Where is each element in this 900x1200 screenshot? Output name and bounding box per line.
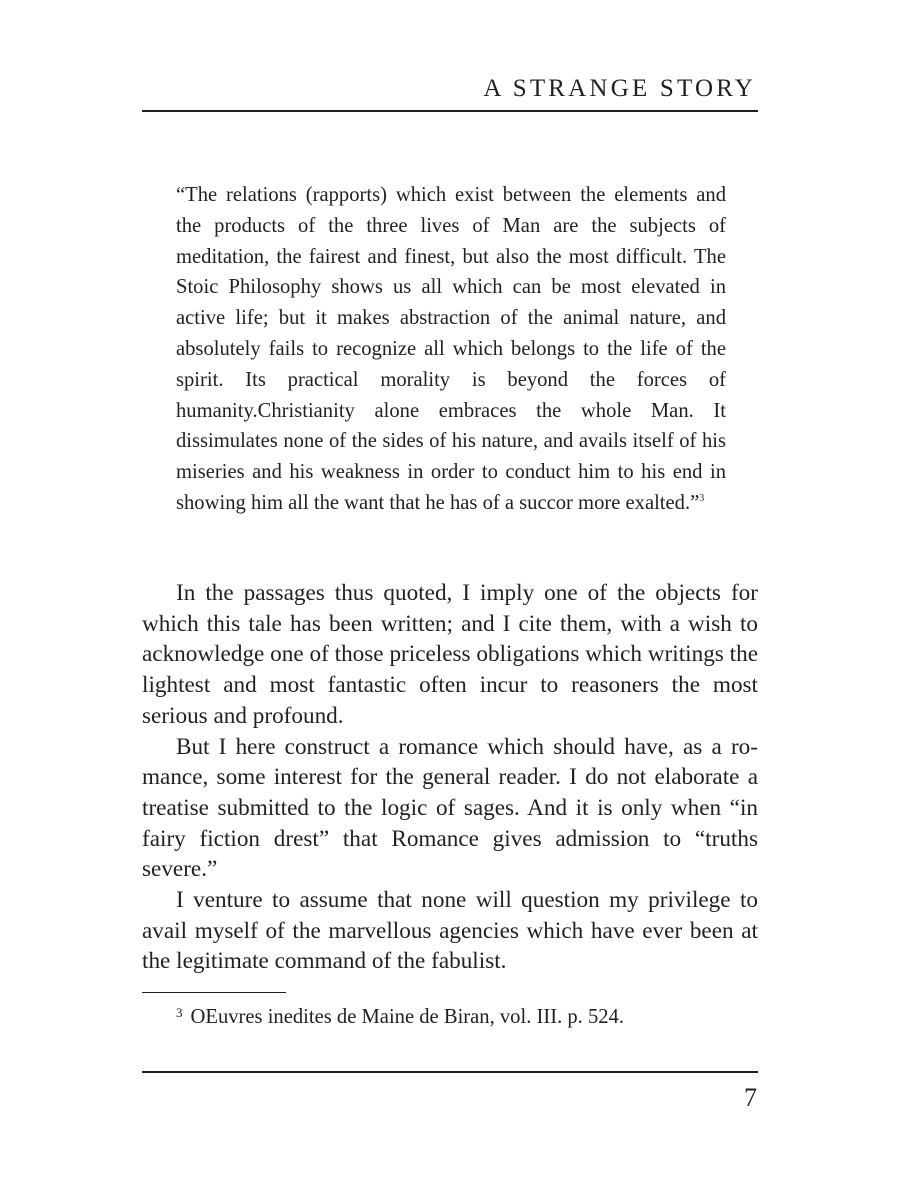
footnote-number: 3 <box>176 1005 183 1020</box>
paragraph-2: But I here construct a romance which should have, as a romance, some interest for the general reader. I do not elaborate a treatise submitted to the logic of sages. And it is only when “in fairy fiction drest” that Romance gives admission to “truths severe.” <box>142 733 758 883</box>
running-head <box>142 70 758 112</box>
quote-text: “The relations (rapports) which exist between the elements and the products of the three lives of Man are the subjects of meditation, the fairest and finest, but also the most difficult. The Stoic Philosophy shows us all which can be most elevated in active life; but it makes abstraction of the animal nature, and absolutely fails to recognize all which belongs to the life of the spirit. Its practical morality is beyond the forces of humanity.Christianity alone embraces the whole Man. It dissimulates none of the sides of his nature, and avails itself of his miseries and his weakness in order to conduct him to his end in showing him all the want that he has of a succor more exalted.” <box>176 184 726 514</box>
running-title: A STRANGE STORY <box>483 75 756 102</box>
paragraph-1: In the passages thus quoted, I imply one of the objects for which this tale has been written; and I cite them, with a wish to acknowledge one of those priceless obligations which writings the lightest and most fantastic often incur to reasoners the most serious and profound. <box>142 580 758 729</box>
body-text <box>142 578 758 977</box>
block-quote <box>176 180 726 519</box>
bottom-rule <box>142 1071 758 1073</box>
page-number: 7 <box>744 1083 757 1112</box>
paragraph-3: I venture to assume that none will question my privilege to avail myself of the marvellous agencies which have ever been at the legitimate command of the fabulist. <box>142 887 758 975</box>
footnote-reference: 3 <box>699 492 705 504</box>
footnote <box>176 998 758 1032</box>
footnote-rule <box>142 992 286 993</box>
footnote-text: OEuvres inedites de Maine de Biran, vol. III. p. 524. <box>190 1006 625 1028</box>
